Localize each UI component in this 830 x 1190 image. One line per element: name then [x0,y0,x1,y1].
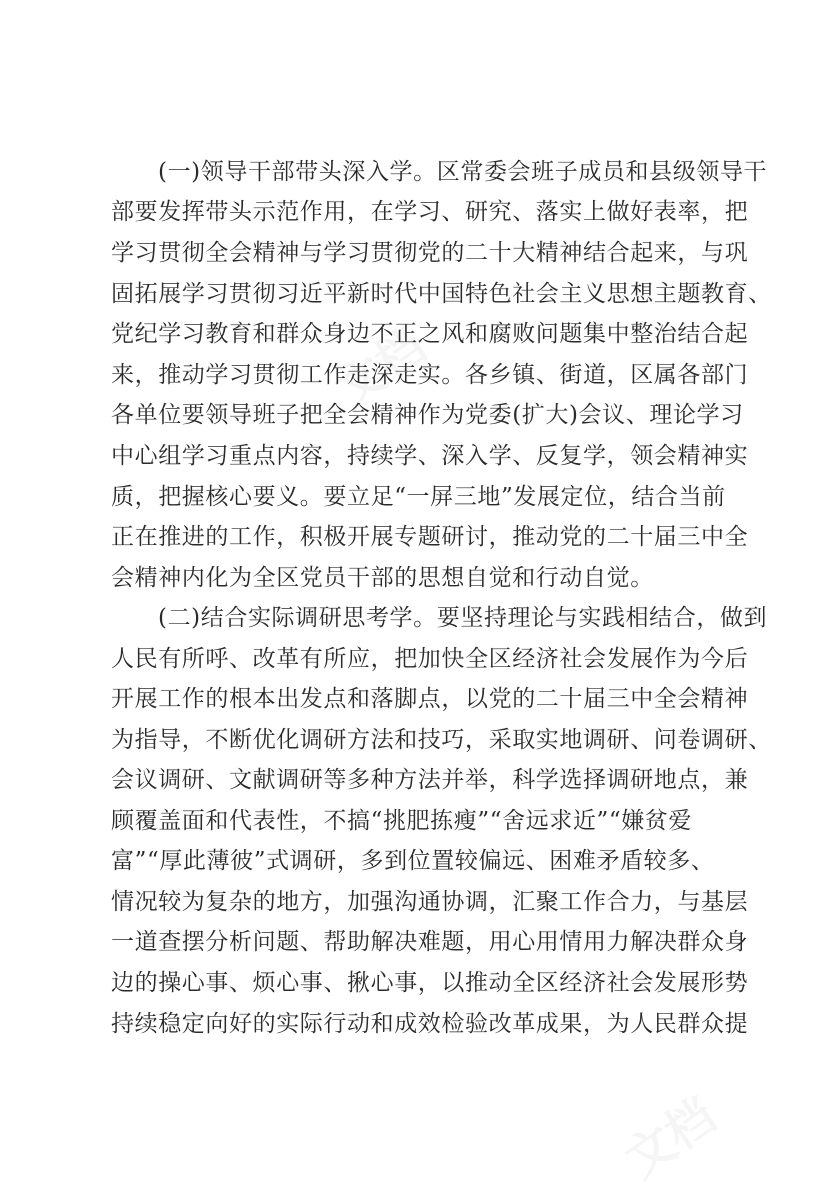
text-line: 学习贯彻全会精神与学习贯彻党的二十大精神结合起来，与巩 [111,240,749,266]
text-line: 持续稳定向好的实际行动和成效检验改革成果，为人民群众提 [111,1011,749,1037]
text-line: 边的操心事、烦心事、揪心事，以推动全区经济社会发展形势 [111,970,749,996]
text-line: 顾覆盖面和代表性，不搞“挑肥拣瘦”“舍远求近”“嫌贫爱 [111,808,692,834]
text-line: 固拓展学习贯彻习近平新时代中国特色社会主义思想主题教育、 [111,281,772,307]
text-line: (二)结合实际调研思考学。要坚持理论与实践相结合，做到 [158,605,768,631]
text-line: 党纪学习教育和群众身边不正之风和腐败问题集中整治结合起 [111,321,749,347]
text-line: 情况较为复杂的地方，加强沟通协调，汇聚工作合力，与基层 [111,889,749,915]
text-line: 部要发挥带头示范作用，在学习、研究、落实上做好表率，把 [111,199,749,225]
text-line: 会精神内化为全区党员干部的思想自觉和行动自觉。 [111,565,654,591]
watermark: 文档 [325,317,436,419]
text-line: 正在推进的工作，积极开展专题研讨，推动党的二十届三中全 [111,524,749,550]
text-line: (一)领导干部带头深入学。区常委会班子成员和县级领导干 [158,159,768,185]
text-line: 人民有所呼、改革有所应，把加快全区经济社会发展作为今后 [111,646,749,672]
text-line: 来，推动学习贯彻工作走深走实。各乡镇、街道，区属各部门 [111,362,749,388]
watermark: 文档 [615,1087,726,1189]
text-line: 质，把握核心要义。要立足“一屏三地”发展定位，结合当前 [111,484,726,510]
text-line: 一道查摆分析问题、帮助解决难题，用心用情用力解决群众身 [111,929,749,955]
text-line: 中心组学习重点内容，持续学、深入学、反复学，领会精神实 [111,443,749,469]
text-line: 富”“厚此薄彼”式调研，多到位置较偏远、困难矛盾较多、 [111,848,715,874]
text-line: 会议调研、文献调研等多种方法并举，科学选择调研地点，兼 [111,767,749,793]
text-line: 为指导，不断优化调研方法和技巧，采取实地调研、问卷调研、 [111,727,772,753]
text-line: 各单位要领导班子把全会精神作为党委(扩大)会议、理论学习 [111,402,744,428]
text-line: 开展工作的根本出发点和落脚点，以党的二十届三中全会精神 [111,686,749,712]
